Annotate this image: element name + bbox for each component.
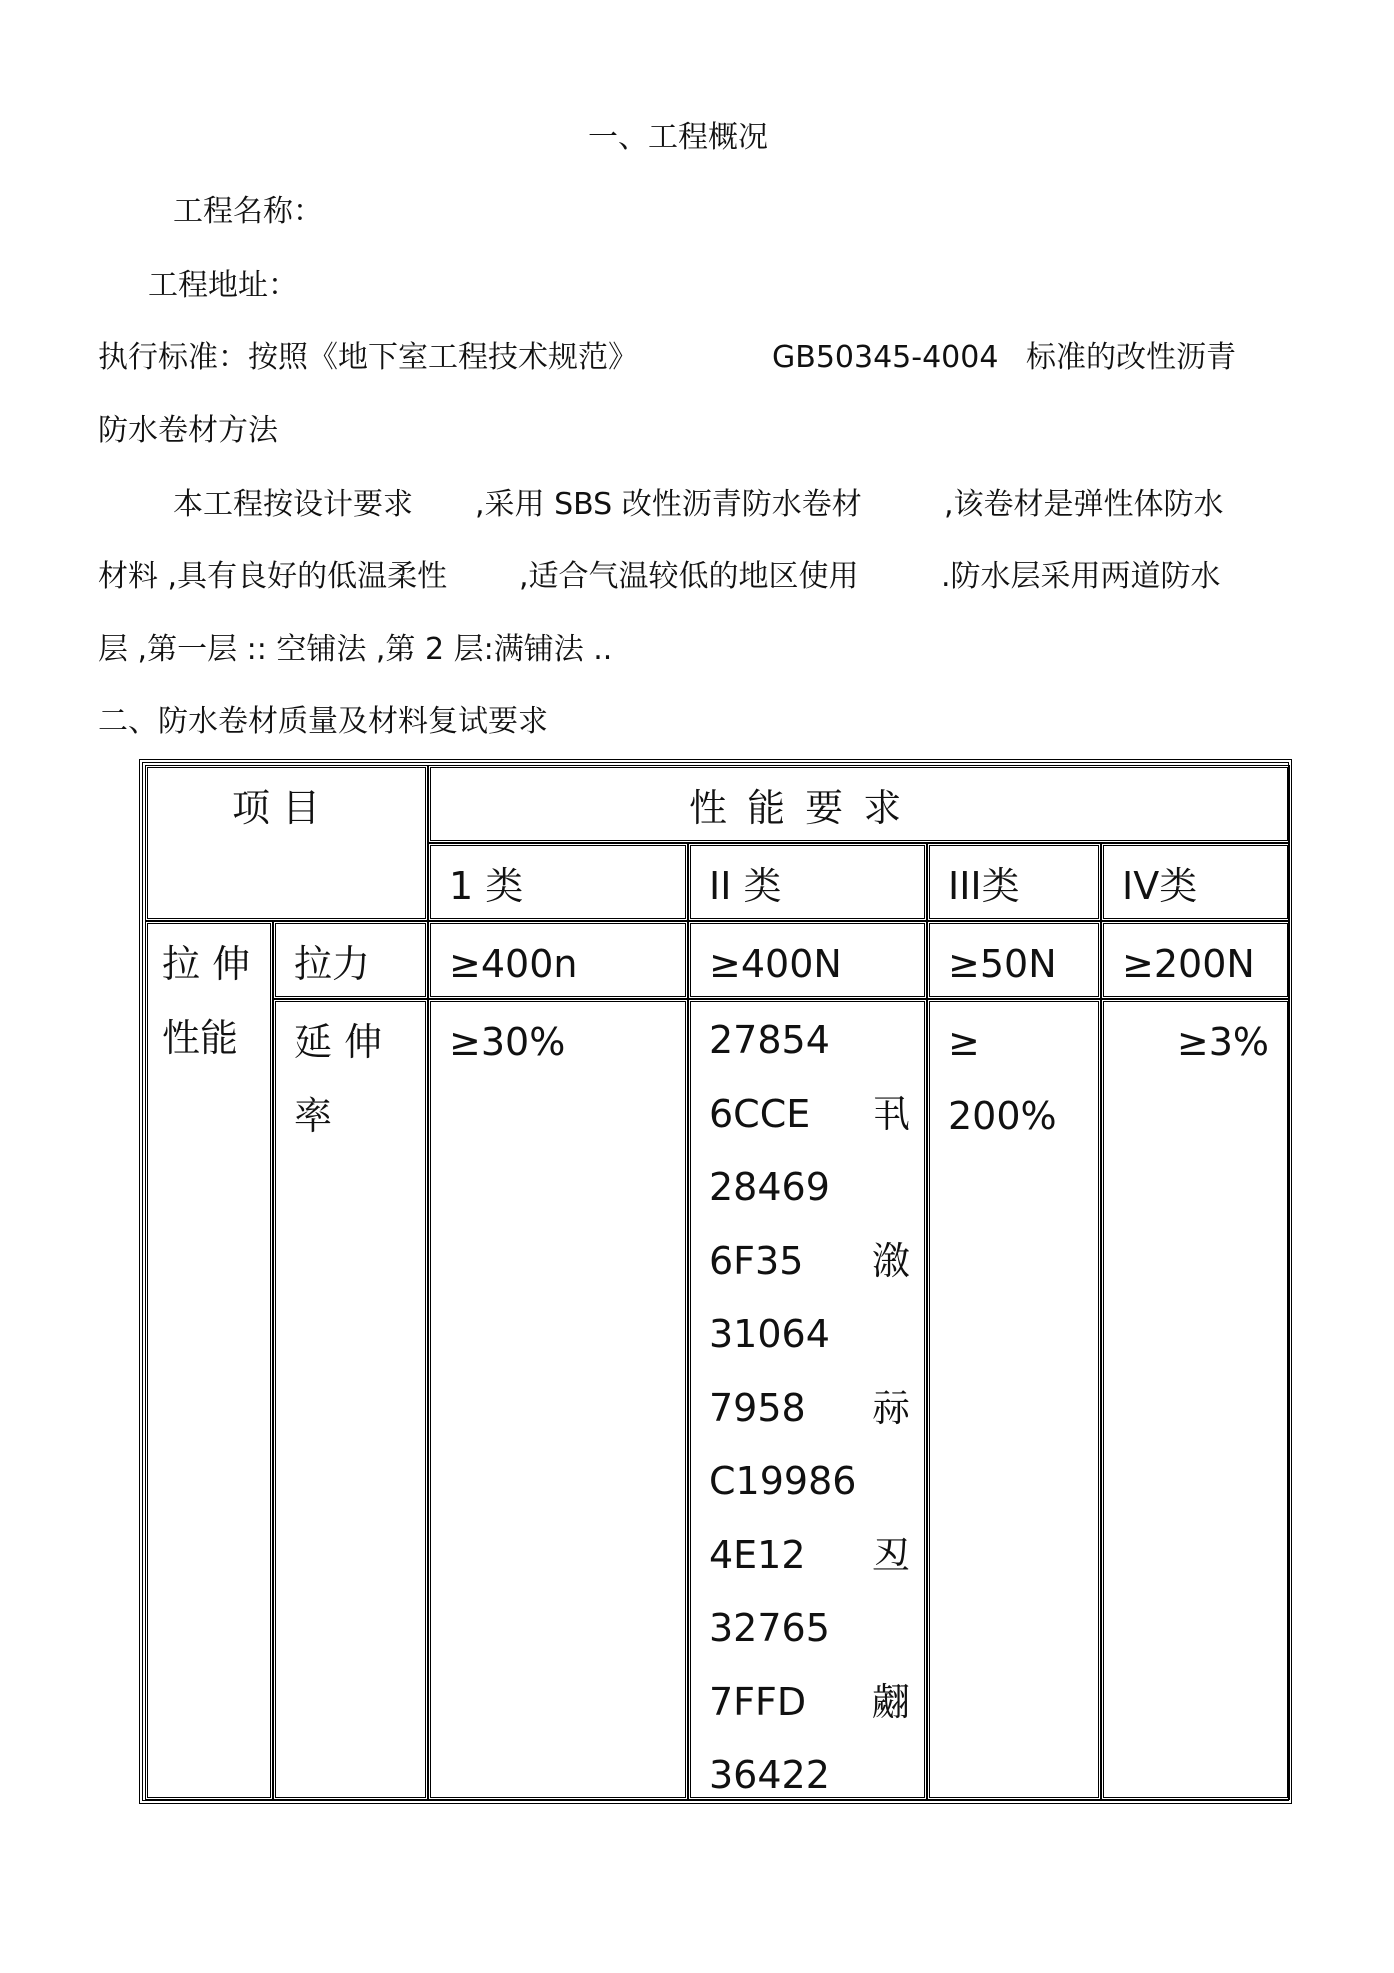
paragraph-text: 层 ,第一层 :: 空铺法 ,第 2 层:满铺法 .. — [98, 632, 613, 667]
row2-class2 — [688, 999, 927, 1800]
paragraph-text: ,采用 SBS 改性沥青防水卷材 — [475, 487, 862, 522]
group-label-line1: 拉 伸 — [162, 942, 251, 986]
paragraph-text: ,适合气温较低的地区使用 — [519, 559, 859, 594]
standard-line-suffix: 标准的改性沥青 — [1026, 340, 1236, 375]
row1-class2 — [688, 921, 927, 999]
class2-line-right: 丒 — [871, 1532, 910, 1577]
header-item-cell — [145, 765, 428, 921]
row1-value: ≥400n — [449, 942, 578, 986]
row2-label-line1: 延 伸 — [294, 1020, 383, 1064]
class-header-2 — [688, 843, 927, 921]
class2-line-left: 31064 — [709, 1312, 830, 1356]
row2-value: ≥ — [948, 1020, 980, 1064]
standard-code: GB50345-4004 — [772, 340, 999, 375]
class2-line-left: C19986 — [709, 1459, 857, 1503]
class2-line-left: 6CCE — [709, 1091, 811, 1136]
class2-line-left: 27854 — [709, 1018, 830, 1062]
class2-line-left: 4E12 — [709, 1532, 806, 1577]
row1-value: ≥50N — [948, 942, 1057, 986]
row1-class4 — [1101, 921, 1290, 999]
class-header-1 — [428, 843, 688, 921]
class-header-4 — [1101, 843, 1290, 921]
class2-line-left: 28469 — [709, 1165, 830, 1209]
row2-value: 200% — [948, 1094, 1057, 1138]
group-label-line2: 性能 — [162, 1016, 239, 1060]
class2-line-right: 丮 — [871, 1091, 910, 1136]
row2-label-line2: 率 — [294, 1094, 333, 1138]
row2-value: ≥30% — [449, 1020, 566, 1064]
row1-class3 — [927, 921, 1101, 999]
row2-value: ≥3% — [1176, 1020, 1269, 1064]
row1-label-cell — [273, 921, 428, 999]
header-performance-label: 性 能 要 求 — [689, 786, 906, 830]
paragraph-text: 材料 ,具有良好的低温柔性 — [98, 559, 448, 594]
class-header-label: III类 — [948, 864, 1020, 908]
class2-line-right: 祘 — [871, 1385, 910, 1430]
section2-title: 二、防水卷材质量及材料复试要求 — [98, 704, 548, 739]
class-header-label: IV类 — [1122, 864, 1198, 908]
header-performance-cell — [428, 765, 1290, 843]
row1-label: 拉力 — [294, 942, 371, 986]
requirements-table — [139, 759, 1292, 1804]
row2-class4 — [1101, 999, 1290, 1800]
project-name-label: 工程名称： — [173, 194, 323, 229]
paragraph-text: ,该卷材是弹性体防水 — [944, 487, 1224, 522]
paragraph-text: 本工程按设计要求 — [173, 487, 413, 522]
section1-title: 一、工程概况 — [588, 120, 768, 155]
header-item-label: 项 目 — [232, 786, 321, 830]
row2-class1 — [428, 999, 688, 1800]
group-label-cell — [145, 921, 273, 1800]
class-header-3 — [927, 843, 1101, 921]
class2-line-left: 7958 — [709, 1385, 806, 1430]
row2-label-cell — [273, 999, 428, 1800]
row1-class1 — [428, 921, 688, 999]
paragraph-text: .防水层采用两道防水 — [941, 559, 1221, 594]
standard-line-continuation: 防水卷材方法 — [98, 413, 278, 448]
class2-line-right: 漵 — [871, 1238, 910, 1283]
class2-line-right: 翽 — [871, 1679, 910, 1724]
class-header-label: II 类 — [709, 864, 782, 908]
class2-line-left: 7FFD — [709, 1679, 807, 1724]
row1-value: ≥400N — [709, 942, 842, 986]
row2-class3 — [927, 999, 1101, 1800]
standard-line: 执行标准：按照《地下室工程技术规范》 — [98, 340, 638, 375]
project-address-label: 工程地址： — [148, 268, 298, 303]
class2-line-left: 32765 — [709, 1606, 830, 1650]
row1-value: ≥200N — [1122, 942, 1255, 986]
class2-line-left: 6F35 — [709, 1238, 804, 1283]
class-header-label: 1 类 — [449, 864, 524, 908]
class2-line-left: 36422 — [709, 1753, 830, 1797]
